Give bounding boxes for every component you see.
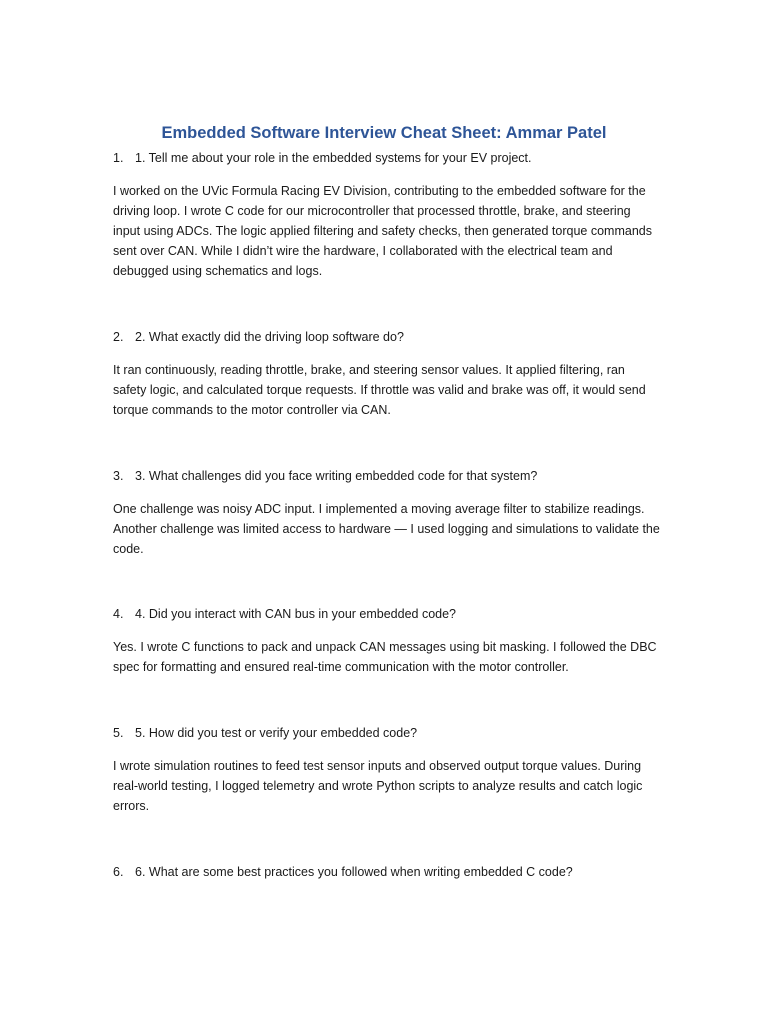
- answer-2: It ran continuously, reading throttle, brake, and steering sensor values. It applied filtering, ran safety logic, and calculated torque requests. If throttle was valid and brake was off, it would send torque commands to the motor controller via CAN.: [113, 363, 646, 417]
- question-text: 2. What exactly did the driving loop software do?: [135, 330, 404, 344]
- answer-1: I worked on the UVic Formula Racing EV Division, contributing to the embedded software for the driving loop. I wrote C code for our microcontroller that processed throttle, brake, and steering input using ADCs. The logic applied filtering and safety checks, then generated torque commands sent over CAN. While I didn’t wire the hardware, I collaborated with the electrical team and debugged using schematics and logs.: [113, 184, 652, 278]
- question-text: 6. What are some best practices you followed when writing embedded C code?: [135, 865, 573, 879]
- question-6: [113, 864, 573, 880]
- question-number: 3.: [113, 469, 124, 483]
- question-number: 2.: [113, 330, 124, 344]
- question-number: 6.: [113, 865, 124, 879]
- question-number: 4.: [113, 607, 124, 621]
- question-text: 3. What challenges did you face writing embedded code for that system?: [135, 469, 538, 483]
- answer-5: I wrote simulation routines to feed test sensor inputs and observed output torque values. During real-world testing, I logged telemetry and wrote Python scripts to analyze results and catch logic errors.: [113, 759, 643, 813]
- question-3: [113, 468, 537, 484]
- document-title: Embedded Software Interview Cheat Sheet: Ammar Patel: [161, 124, 607, 142]
- question-1: [113, 150, 532, 166]
- question-2: [113, 329, 404, 345]
- question-number: 5.: [113, 726, 124, 740]
- question-text: 4. Did you interact with CAN bus in your embedded code?: [135, 607, 457, 621]
- question-4: [113, 606, 456, 622]
- question-text: 5. How did you test or verify your embedded code?: [135, 726, 418, 740]
- question-5: [113, 725, 417, 741]
- question-text: 1. Tell me about your role in the embedded systems for your EV project.: [135, 151, 532, 165]
- answer-4: Yes. I wrote C functions to pack and unpack CAN messages using bit masking. I followed the DBC spec for formatting and ensured real-time communication with the motor controller.: [113, 640, 657, 674]
- answer-3: One challenge was noisy ADC input. I implemented a moving average filter to stabilize readings. Another challenge was limited access to hardware — I used logging and simulations to validate the code.: [113, 502, 660, 556]
- question-number: 1.: [113, 151, 124, 165]
